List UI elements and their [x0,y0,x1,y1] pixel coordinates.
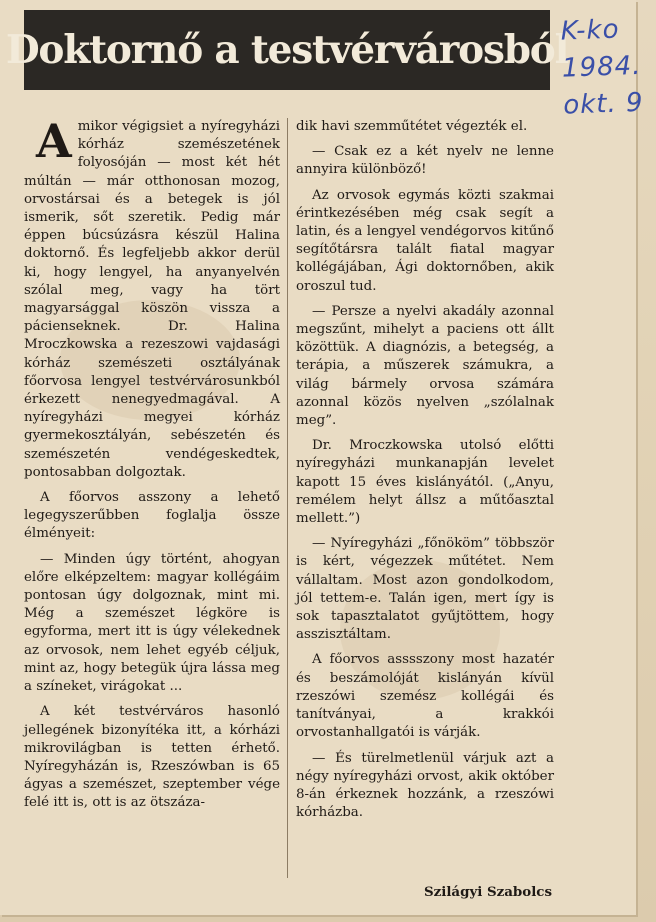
headline-banner [5,10,569,90]
article-paragraph: Dr. Mroczkowska utolsó előtti nyíregyházi munkanapján levelet kapott 15 éves kislányától. („Anyu, remélem helyt állsz a műtőasztal mellett.”) [296,438,554,527]
article-column-right [296,118,554,829]
article-paragraph: Az orvosok egymás közti szakmai érintkezésében még csak segít a latin, és a lengyel vendégorvos kitűnő segítőtársra talált fiatal magyar kollégájában, Ági doktornőben, akik oroszul tud. [296,187,554,294]
headline-title: Doktornő a testvérvárosból [5,27,569,73]
paragraph-text: mikor végigsiet a nyíregyházi kórház szemészetének folyosóján — most két hét múltán — már otthonosan mozog, orvostársai és a betegek is jól ismerik, sőt szeretik. Pedig már éppen búcsúzásra készül Halina doktornő. És legfeljebb akkor derül ki, hogy lengyel, ha anyanyelvén szólal meg, vagy ha tört magyarsággal köszön vissza a pácienseknek. Dr. Halina Mroczkowska a rezeszowi vajdasági kórház szemészeti osztályának főorvosa lengyel testvérvárosunkból érkezett nenegyedmagával. A nyíregyházi megyei kórház gyermekosztályán, sebészetén és szemészetén vendégeskedtek, pontosabban dolgoztak. [24,119,280,480]
article-paragraph: A két testvérváros hasonló jellegének bizonyítéka itt, a kórházi mikrovilágban is tetten érhető. Nyíregyházán is, Rzeszówban is 65 ágyas a szemészet, szeptember vége felé itt is, ott is az ötszáza- [24,704,280,811]
handwritten-note-line: 1984. [561,50,642,84]
article-paragraph: — Csak ez a két nyelv ne lenne annyira különböző! [296,144,554,178]
article-column-left [24,114,280,820]
handwritten-note-line: K-ko [560,14,620,47]
handwritten-note-line: okt. 9 [562,87,645,121]
article-paragraph: — Nyíregyházi „főnököm” többször is kért, végezzek műtétet. Nem vállaltam. Most azon gondolkodom, jól tettem-e. Talán igen, mert így is sok tapasztalatot gyűjtöttem, hogy asszisztáltam. [296,536,554,643]
handwritten-note [560,10,656,124]
article-paragraph: dik havi szemműtétet végezték el. [296,119,528,134]
article-paragraph [24,114,280,482]
article-paragraph: A főorvos asszony a lehető legegyszerűbben foglalja össze élményeit: [24,490,280,542]
article-paragraph: — Persze a nyelvi akadály azonnal megszűnt, mihelyt a paciens ott állt közöttük. A diagnózis, a betegség, a terápia, a műszerek számukra, a világ bármely orvosa számára azonnal közös nyelven „szólalnak meg”. [296,303,554,429]
article-paragraph: — Minden úgy történt, ahogyan előre elképzeltem: magyar kollégáim pontosan úgy dolgoznak, mint mi. Még a szemészet légköre is egyforma, mert itt is úgy vélekednek az orvosok, nem lehet egyéb céljuk, mint az, hogy betegük újra lássa meg a színeket, virágokat ... [24,551,280,695]
article-paragraph: A főorvos asssszony most hazatér és beszámolóját kislányán kívül rzeszówi szemész kollégái és tanítványai, a krakkói orvostanhallgatói is várják. [296,652,554,741]
column-divider [287,118,288,878]
author-byline: Szilágyi Szabolcs [423,884,552,900]
article-paragraph: — És türelmetlenül várjuk azt a négy nyíregyházi orvost, akik október 8-án érkeznek hozzánk, a rzeszówi kórházba. [296,750,554,821]
drop-cap: A [36,114,72,168]
